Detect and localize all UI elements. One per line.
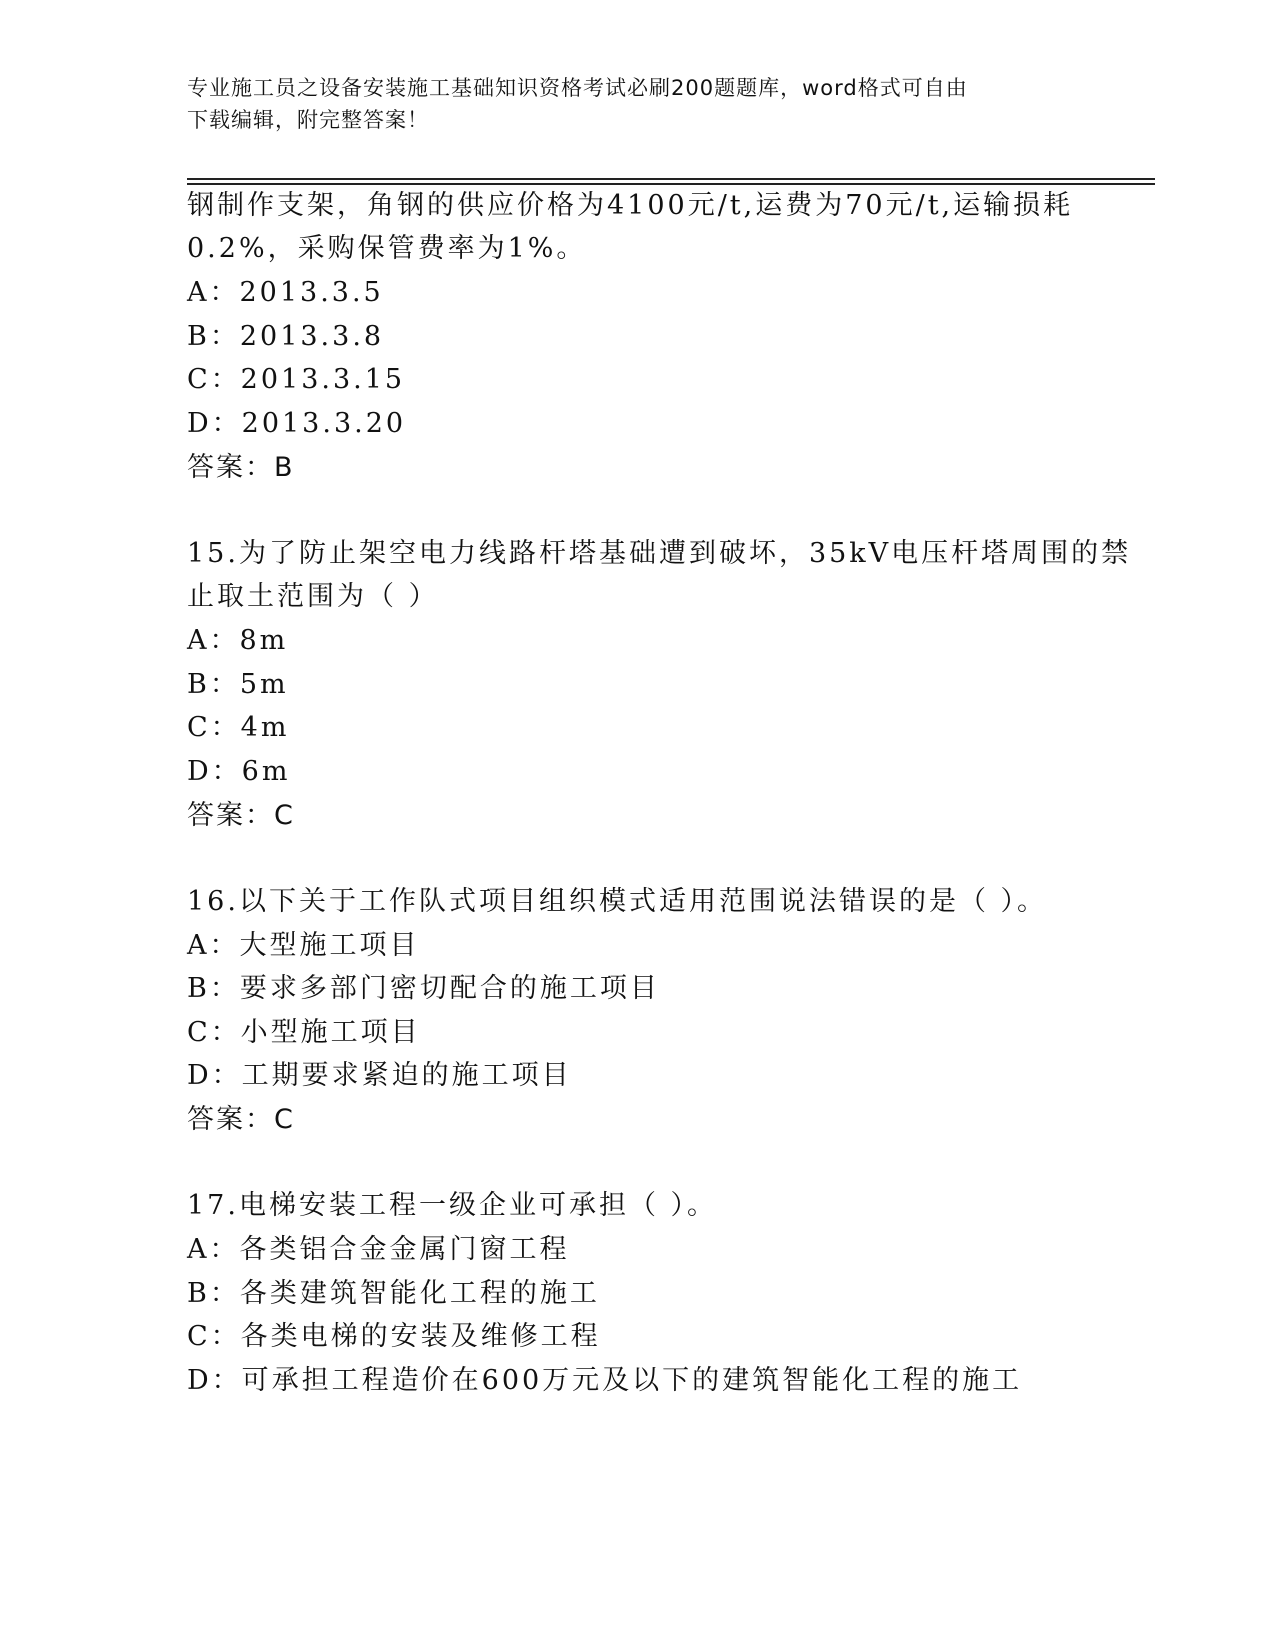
question-17-option-a: A：各类铝合金金属门窗工程 (187, 1234, 570, 1265)
question-17-option-c: C：各类电梯的安装及维修工程 (187, 1321, 601, 1352)
question-16-answer: 答案：C (187, 1104, 295, 1135)
question-16-text-line-1: 16.以下关于工作队式项目组织模式适用范围说法错误的是（ ）。 (187, 886, 1048, 917)
document-header (187, 72, 1087, 136)
question-14-text-line-1: 钢制作支架，角钢的供应价格为4100元/t,运费为70元/t,运输损耗 (187, 190, 1074, 221)
question-17-option-d: D：可承担工程造价在600万元及以下的建筑智能化工程的施工 (187, 1365, 1023, 1396)
question-15-option-a: A：8m (187, 625, 289, 656)
question-16-option-b: B：要求多部门密切配合的施工项目 (187, 973, 660, 1004)
question-16-option-d: D：工期要求紧迫的施工项目 (187, 1060, 572, 1091)
question-14-answer: 答案：B (187, 452, 295, 483)
question-15-answer: 答案：C (187, 800, 295, 831)
question-17-text-line-1: 17.电梯安装工程一级企业可承担（ ）。 (187, 1190, 718, 1221)
question-14-option-b: B：2013.3.8 (187, 321, 385, 352)
header-line-1: 专业施工员之设备安装施工基础知识资格考试必刷200题题库，word格式可自由 (187, 76, 968, 100)
question-16-option-c: C：小型施工项目 (187, 1017, 421, 1048)
question-14-option-a: A：2013.3.5 (187, 277, 384, 308)
header-divider-top (187, 178, 1155, 180)
question-15-option-b: B：5m (187, 669, 289, 700)
question-14-option-d: D：2013.3.20 (187, 408, 407, 439)
question-15-text-line-2: 止取土范围为（ ） (187, 581, 439, 612)
question-15-text-line-1: 15.为了防止架空电力线路杆塔基础遭到破坏，35kV电压杆塔周围的禁 (187, 538, 1132, 569)
question-15-option-d: D：6m (187, 756, 291, 787)
question-15-option-c: C：4m (187, 712, 290, 743)
question-16-option-a: A：大型施工项目 (187, 930, 420, 961)
header-divider-bottom (187, 183, 1155, 185)
question-14-text-line-2: 0.2%，采购保管费率为1%。 (187, 233, 587, 264)
question-17-option-b: B：各类建筑智能化工程的施工 (187, 1278, 600, 1309)
question-14-option-c: C：2013.3.15 (187, 364, 406, 395)
header-line-2: 下载编辑，附完整答案！ (187, 108, 429, 132)
